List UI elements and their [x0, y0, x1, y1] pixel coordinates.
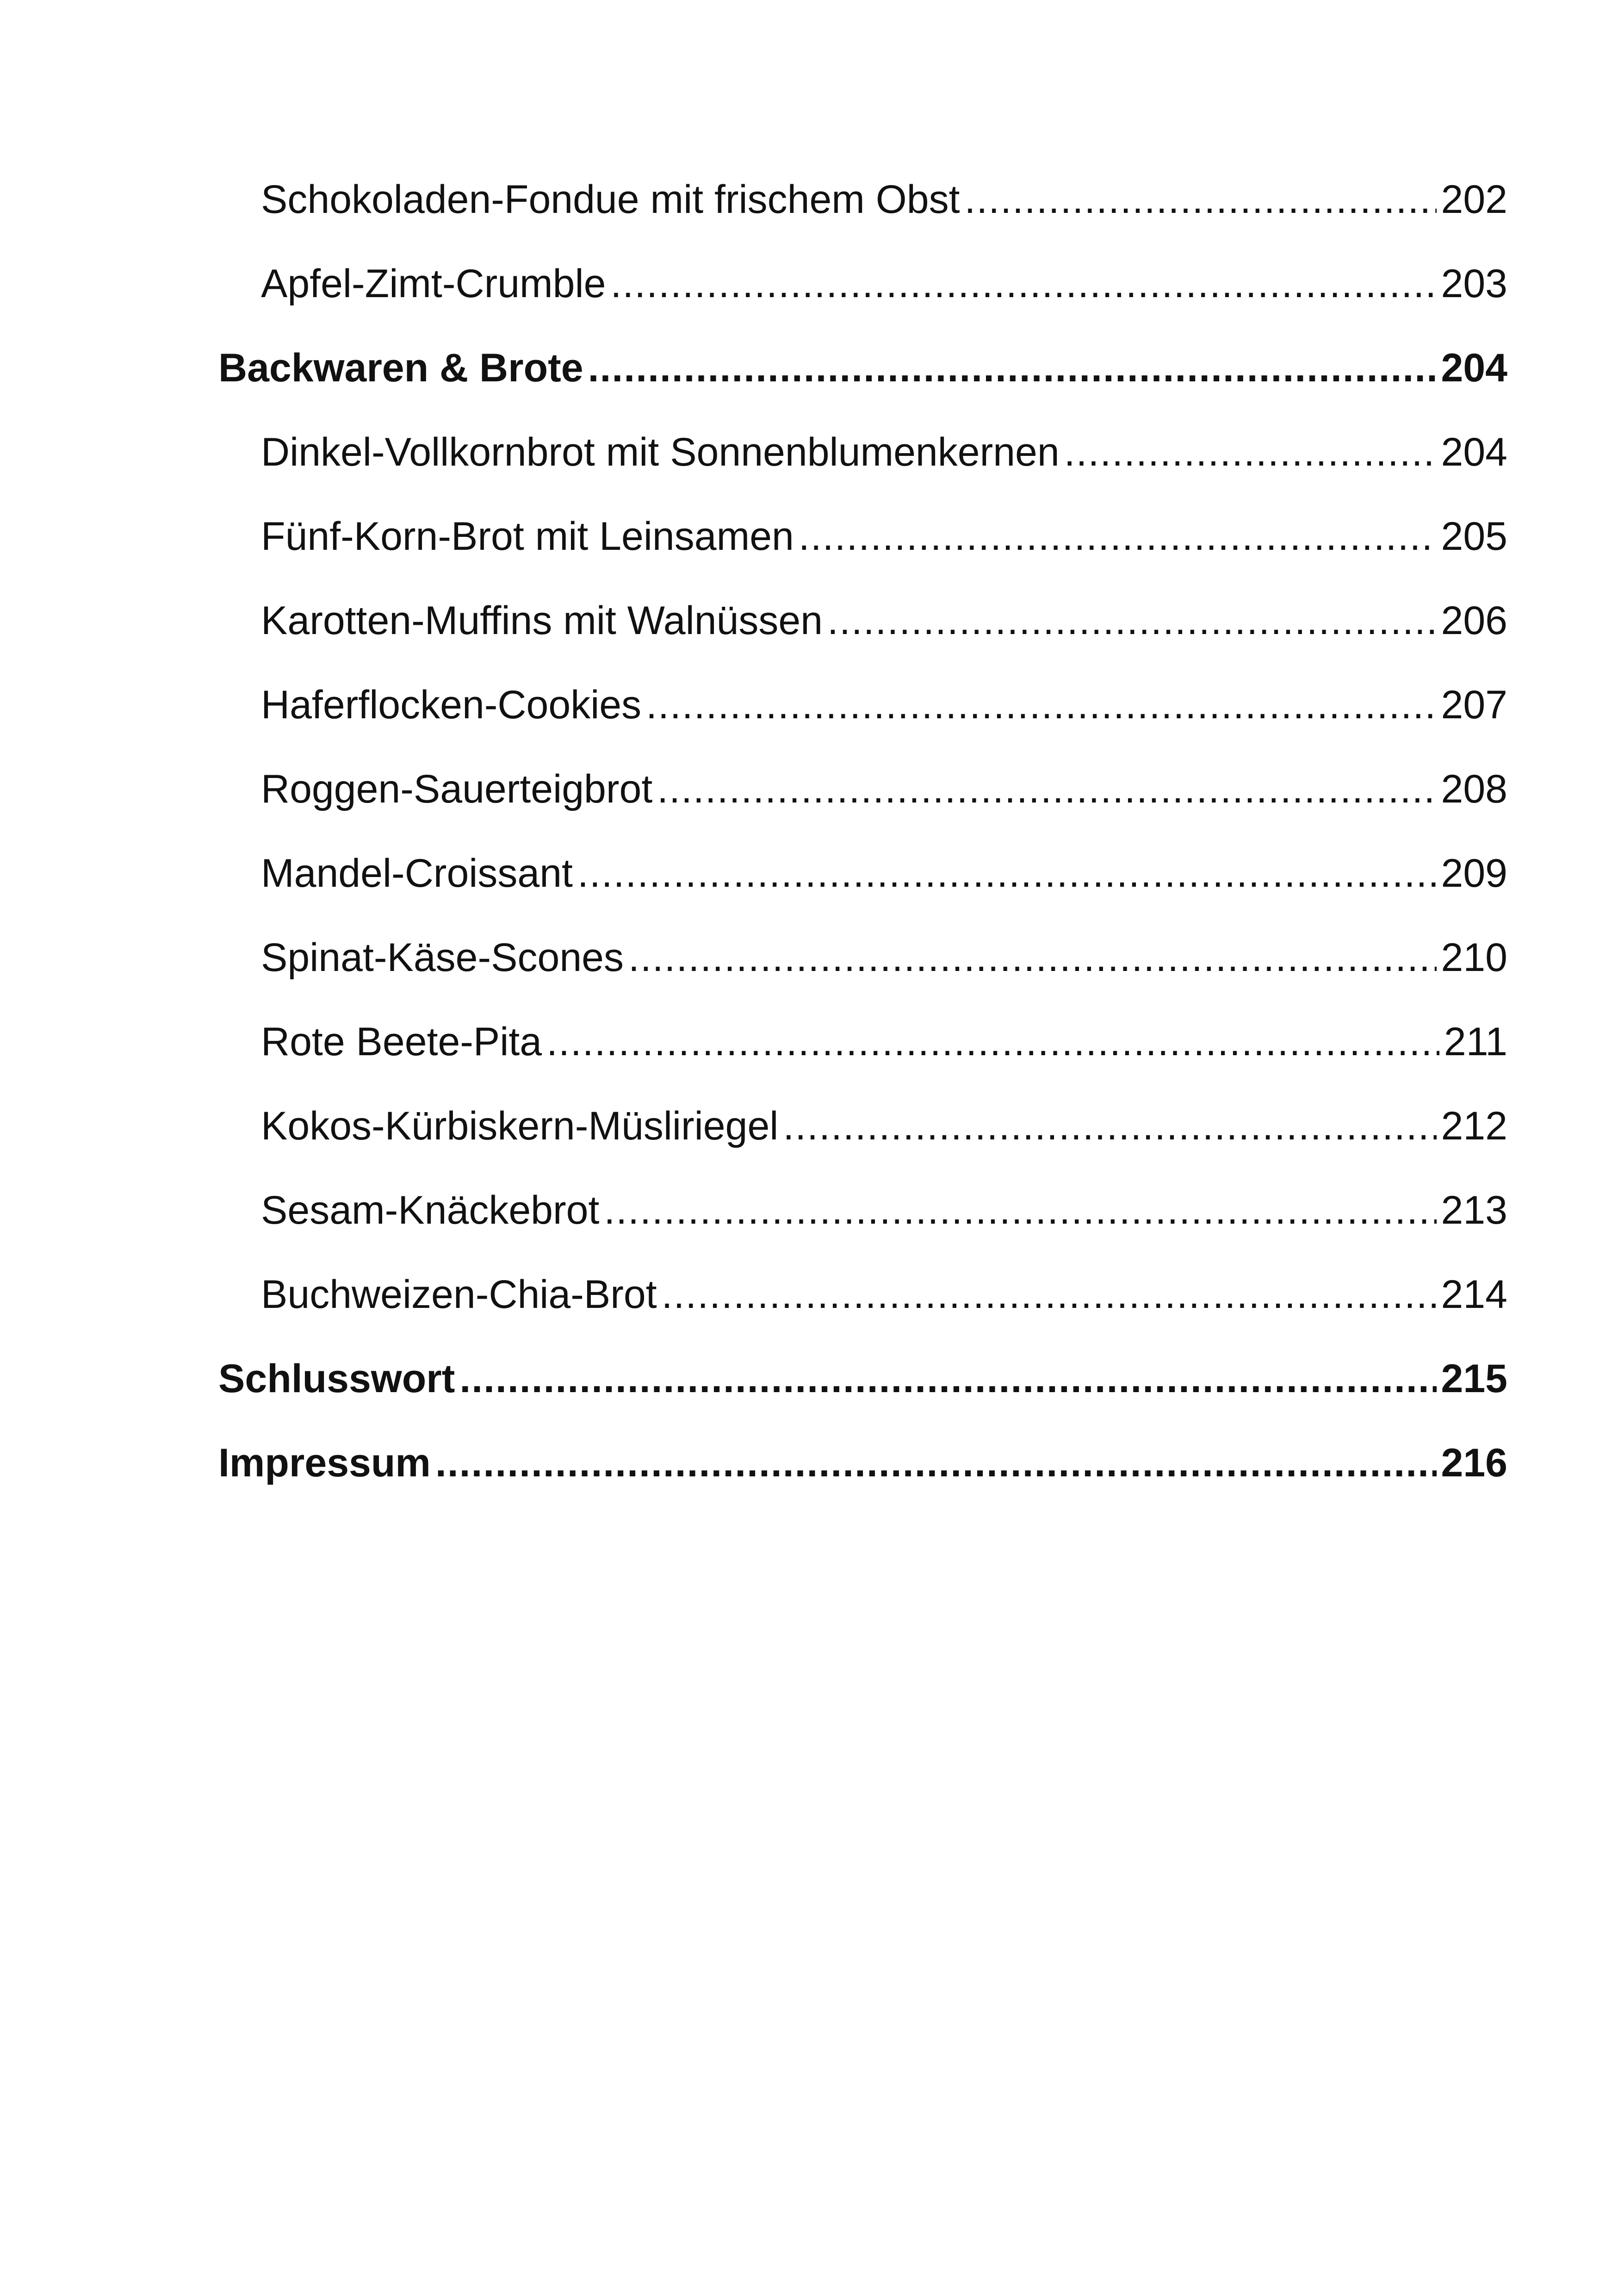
toc-section-title: Schlusswort: [218, 1356, 455, 1401]
toc-entry-title: Haferflocken-Cookies: [261, 683, 642, 727]
toc-entry-page: 206: [1441, 598, 1507, 643]
toc-entry-page: 210: [1441, 935, 1507, 980]
toc-entry-title: Mandel-Croissant: [261, 851, 573, 896]
dot-leader: [657, 747, 1436, 831]
toc-entry[interactable]: [218, 410, 1507, 494]
toc-entry-title: Fünf-Korn-Brot mit Leinsamen: [261, 514, 794, 559]
toc-section-title: Impressum: [218, 1441, 431, 1485]
toc-section-entry[interactable]: [218, 1337, 1507, 1421]
table-of-contents: [218, 157, 1507, 1505]
toc-entry-title: Rote Beete-Pita: [261, 1020, 542, 1064]
toc-entry[interactable]: [218, 831, 1507, 915]
toc-entry-page: 214: [1441, 1272, 1507, 1317]
toc-section-entry[interactable]: [218, 326, 1507, 410]
toc-entry[interactable]: [218, 1168, 1507, 1252]
toc-entry-title: Karotten-Muffins mit Walnüssen: [261, 598, 823, 643]
toc-entry[interactable]: [218, 242, 1507, 326]
toc-entry-page: 205: [1441, 514, 1507, 559]
dot-leader: [459, 1337, 1436, 1421]
dot-leader: [646, 663, 1436, 747]
dot-leader: [827, 579, 1436, 663]
toc-entry-title: Roggen-Sauerteigbrot: [261, 767, 653, 811]
toc-section-entry[interactable]: [218, 1421, 1507, 1505]
toc-entry-title: Buchweizen-Chia-Brot: [261, 1272, 657, 1317]
toc-entry-page: 208: [1441, 767, 1507, 811]
toc-entry[interactable]: [218, 1084, 1507, 1168]
toc-entry-page: 204: [1441, 430, 1507, 474]
toc-entry[interactable]: [218, 663, 1507, 747]
dot-leader: [783, 1084, 1436, 1168]
toc-entry-page: 207: [1441, 683, 1507, 727]
dot-leader: [604, 1168, 1436, 1252]
dot-leader: [435, 1421, 1437, 1505]
toc-entry-page: 203: [1441, 261, 1507, 306]
toc-entry-title: Apfel-Zimt-Crumble: [261, 261, 606, 306]
dot-leader: [610, 242, 1436, 326]
dot-leader: [964, 157, 1436, 242]
toc-entry[interactable]: [218, 157, 1507, 242]
dot-leader: [662, 1252, 1437, 1337]
dot-leader: [577, 831, 1437, 915]
toc-entry-title: Dinkel-Vollkornbrot mit Sonnenblumenkernen: [261, 430, 1060, 474]
toc-entry[interactable]: [218, 1000, 1507, 1084]
dot-leader: [1064, 410, 1437, 494]
dot-leader: [628, 915, 1437, 1000]
toc-section-page: 204: [1441, 346, 1507, 390]
dot-leader: [799, 494, 1437, 579]
toc-entry-page: 209: [1441, 851, 1507, 896]
toc-entry-page: 202: [1441, 177, 1507, 222]
toc-entry-title: Kokos-Kürbiskern-Müsliriegel: [261, 1104, 779, 1148]
toc-entry[interactable]: [218, 1252, 1507, 1337]
toc-entry[interactable]: [218, 494, 1507, 579]
toc-section-page: 215: [1441, 1356, 1507, 1401]
dot-leader: [546, 1000, 1439, 1084]
toc-entry-title: Schokoladen-Fondue mit frischem Obst: [261, 177, 960, 222]
toc-entry-page: 212: [1441, 1104, 1507, 1148]
toc-entry[interactable]: [218, 915, 1507, 1000]
toc-entry[interactable]: [218, 579, 1507, 663]
toc-entry-title: Spinat-Käse-Scones: [261, 935, 624, 980]
dot-leader: [588, 326, 1437, 410]
toc-section-title: Backwaren & Brote: [218, 346, 583, 390]
toc-entry-title: Sesam-Knäckebrot: [261, 1188, 600, 1232]
toc-entry-page: 213: [1441, 1188, 1507, 1232]
toc-section-page: 216: [1441, 1441, 1507, 1485]
toc-entry[interactable]: [218, 747, 1507, 831]
toc-entry-page: 211: [1444, 1020, 1507, 1064]
